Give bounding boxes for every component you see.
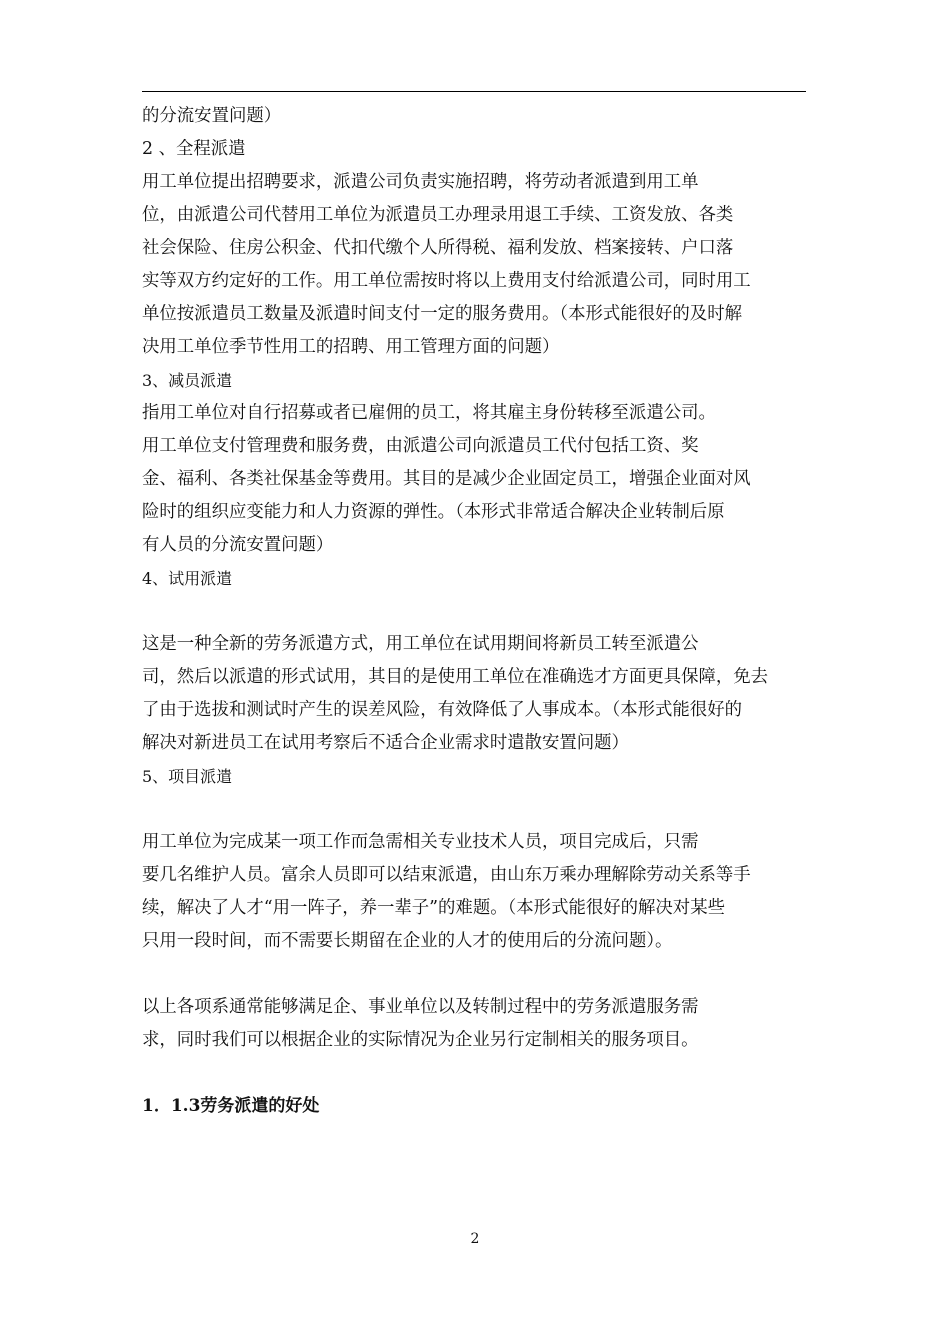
text-line: 只用一段时间，而不需要长期留在企业的人才的使用后的分流问题）。 — [142, 931, 673, 951]
text-line: 用工单位为完成某一项工作而急需相关专业技术人员，项目完成后，只需 — [142, 832, 699, 852]
section-heading-benefits: 1．1.3劳务派遣的好处 — [142, 1096, 320, 1116]
section-title-trial-dispatch: 4、试用派遣 — [142, 569, 233, 588]
text-line: 解决对新进员工在试用考察后不适合企业需求时遣散安置问题） — [142, 733, 629, 753]
section-title-reduction-dispatch: 3、减员派遣 — [142, 371, 233, 390]
header-rule — [142, 91, 806, 92]
text-line: 续，解决了人才“用一阵子，养一辈子”的难题。（本形式能很好的解决对某些 — [142, 898, 725, 918]
text-line: 单位按派遣员工数量及派遣时间支付一定的服务费用。（本形式能很好的及时解 — [142, 304, 742, 324]
section-title-full-dispatch: 2 、全程派遣 — [142, 139, 246, 159]
blank-line — [142, 595, 806, 628]
text-line: 位，由派遣公司代替用工单位为派遣员工办理录用退工手续、工资发放、各类 — [142, 205, 734, 225]
text-line: 了由于选拔和测试时产生的误差风险，有效降低了人事成本。（本形式能很好的 — [142, 700, 742, 720]
page-number: 2 — [470, 1231, 480, 1247]
text-line: 用工单位支付管理费和服务费，由派遣公司向派遣员工代付包括工资、奖 — [142, 436, 699, 456]
section-title-project-dispatch: 5、项目派遣 — [142, 767, 233, 786]
text-line: 以上各项系通常能够满足企、事业单位以及转制过程中的劳务派遣服务需 — [142, 997, 699, 1017]
blank-line — [142, 958, 806, 991]
text-line: 用工单位提出招聘要求，派遣公司负责实施招聘，将劳动者派遣到用工单 — [142, 172, 699, 192]
text-line: 社会保险、住房公积金、代扣代缴个人所得税、福利发放、档案接转、户口落 — [142, 238, 734, 258]
text-line: 要几名维护人员。富余人员即可以结束派遣，由山东万乘办理解除劳动关系等手 — [142, 865, 751, 885]
blank-line — [142, 1057, 806, 1090]
text-line: 的分流安置问题） — [142, 106, 282, 126]
text-line: 实等双方约定好的工作。用工单位需按时将以上费用支付给派遣公司，同时用工 — [142, 271, 751, 291]
blank-line — [142, 793, 806, 826]
text-line: 这是一种全新的劳务派遣方式，用工单位在试用期间将新员工转至派遣公 — [142, 634, 699, 654]
text-line: 险时的组织应变能力和人力资源的弹性。（本形式非常适合解决企业转制后原 — [142, 502, 725, 522]
text-line: 金、福利、各类社保基金等费用。其目的是减少企业固定员工，增强企业面对风 — [142, 469, 751, 489]
text-line: 司，然后以派遣的形式试用，其目的是使用工单位在准确选才方面更具保障，免去 — [142, 667, 769, 687]
text-line: 有人员的分流安置问题） — [142, 535, 334, 555]
text-line: 决用工单位季节性用工的招聘、用工管理方面的问题） — [142, 337, 560, 357]
text-line: 指用工单位对自行招募或者已雇佣的员工，将其雇主身份转移至派遣公司。 — [142, 403, 716, 423]
document-body — [142, 100, 806, 1123]
text-line: 求，同时我们可以根据企业的实际情况为企业另行定制相关的服务项目。 — [142, 1030, 699, 1050]
